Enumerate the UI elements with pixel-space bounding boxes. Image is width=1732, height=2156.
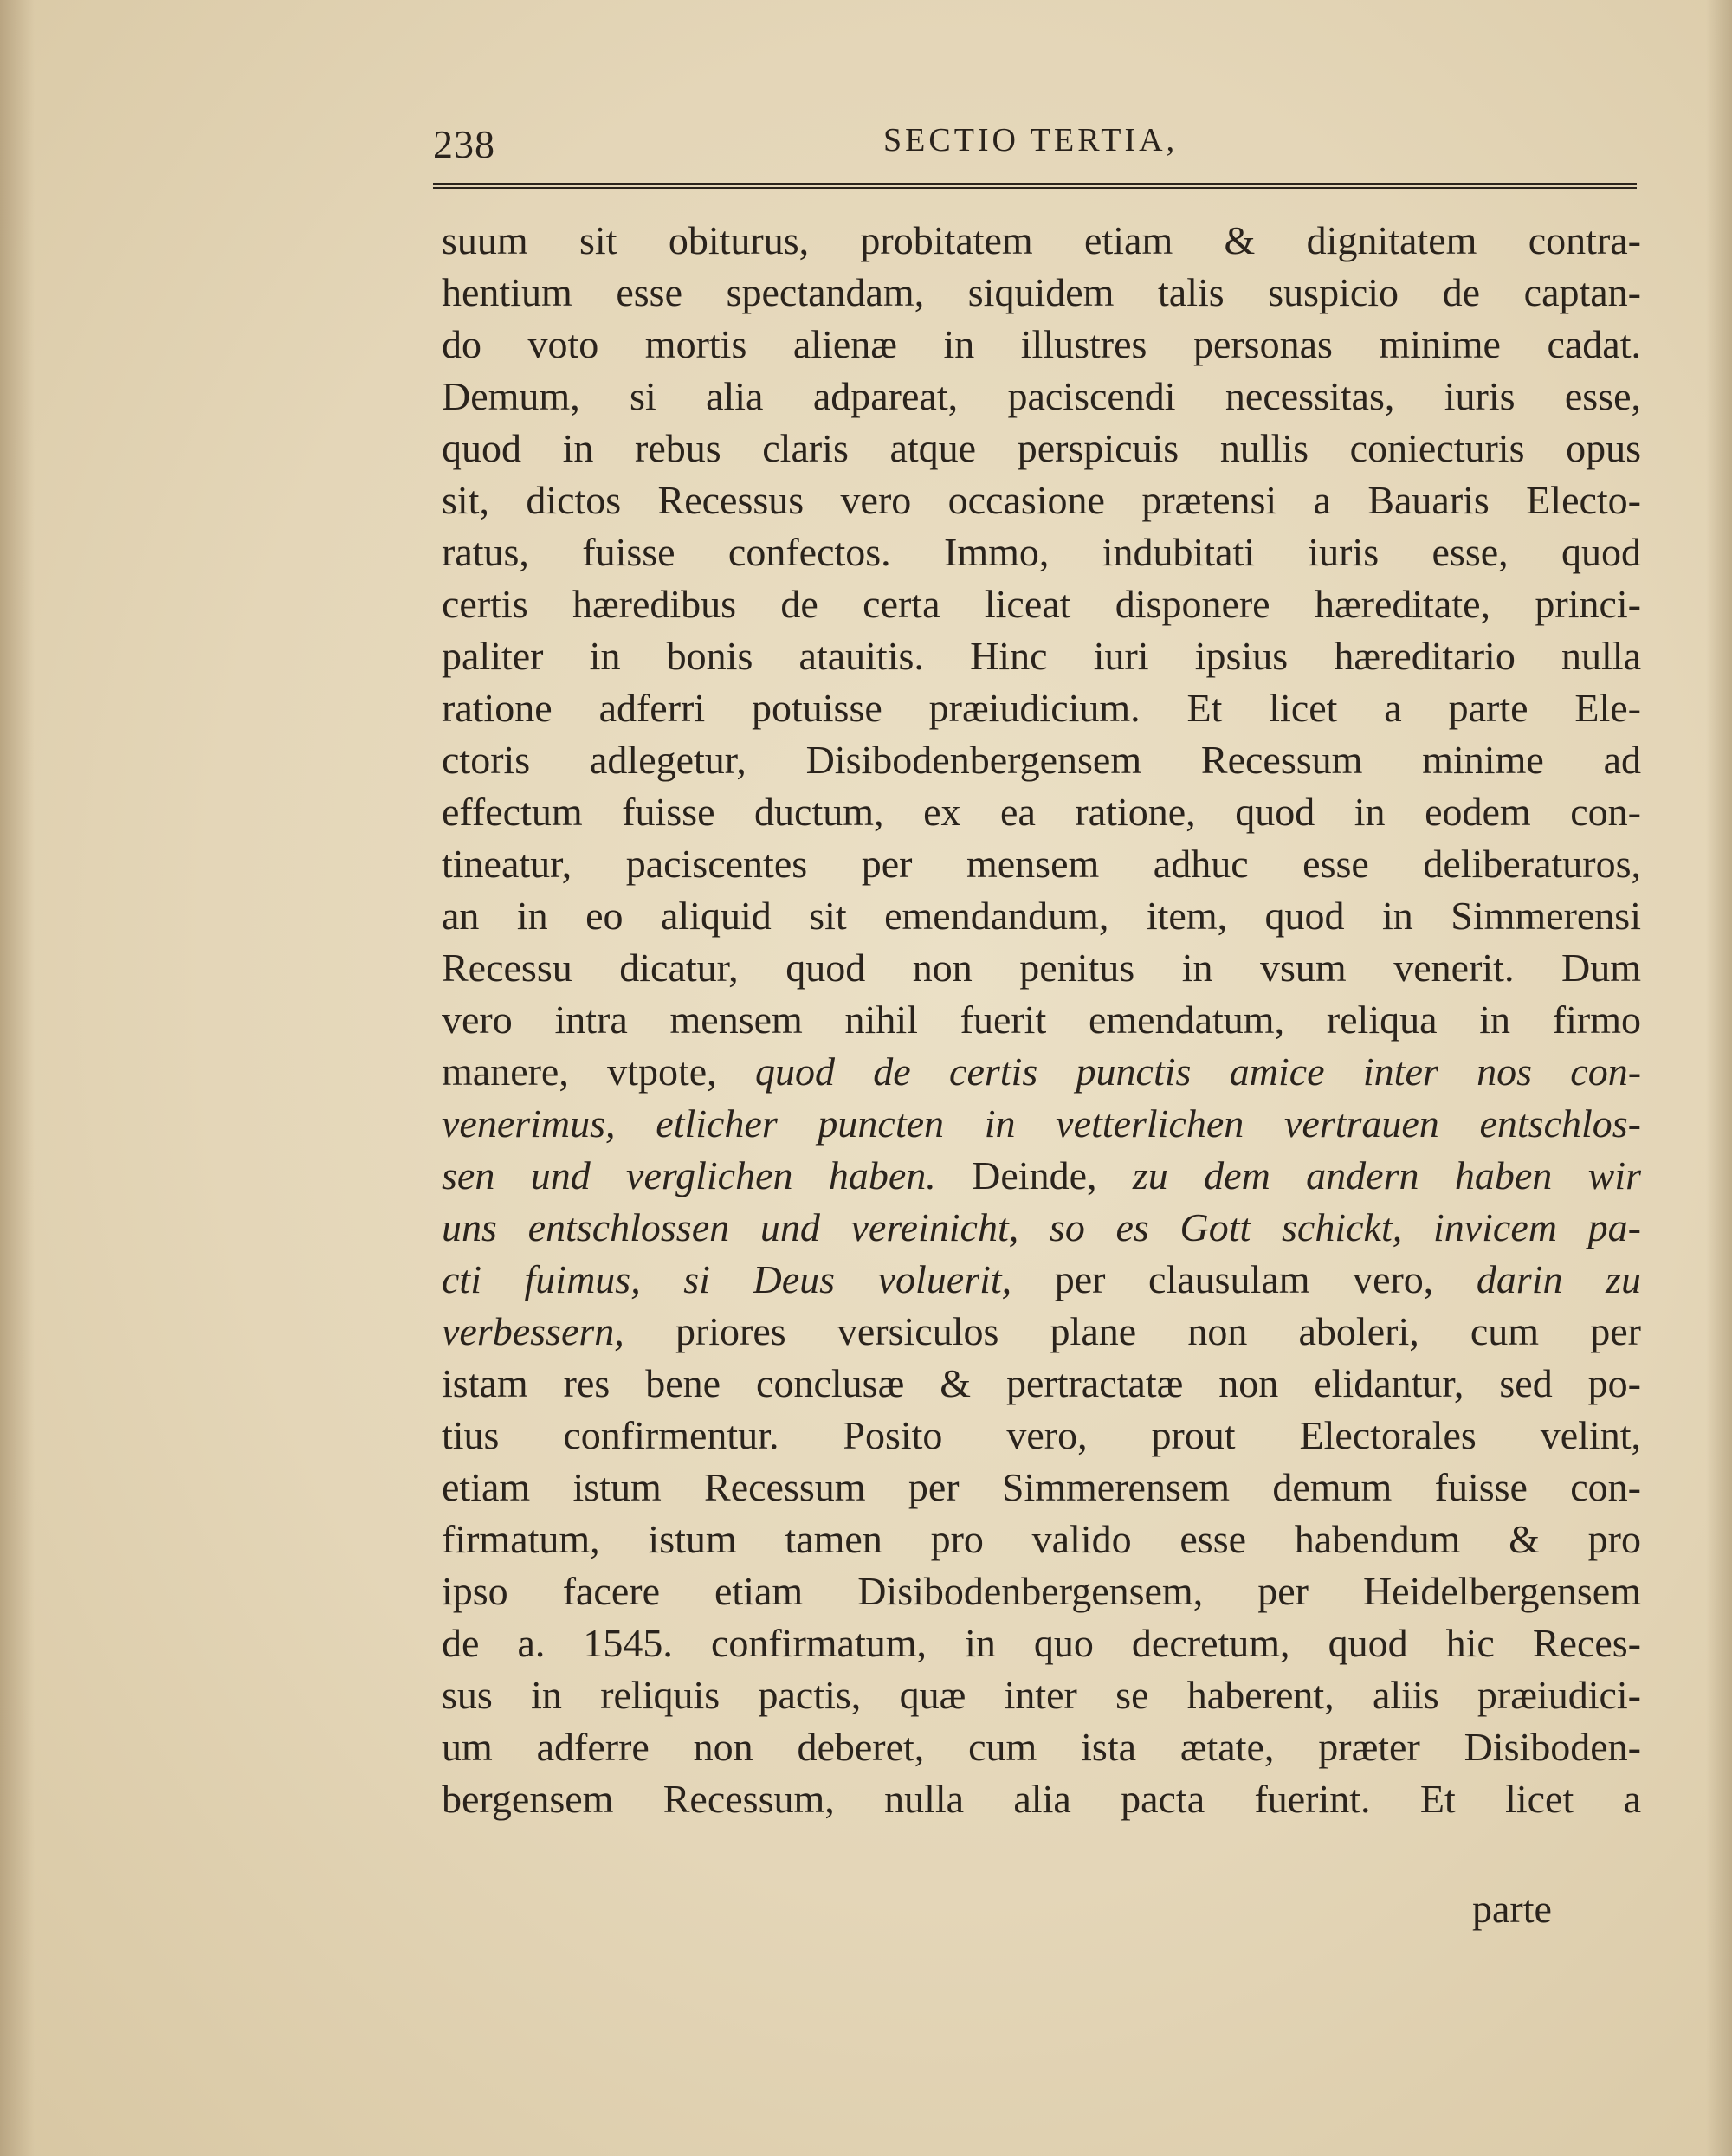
running-head: SECTIO TERTIA,: [883, 122, 1179, 158]
header-rule: [433, 183, 1637, 189]
text-line: [442, 1150, 1641, 1202]
text-line: etiam istum Recessum per Simmerensem demum fuisse con-: [442, 1465, 1641, 1509]
text-line: tineatur, paciscentes per mensem adhuc esse deliberaturos,: [442, 842, 1641, 886]
text-italic-german: verbessern,: [442, 1309, 624, 1353]
text-line: quod in rebus claris atque perspicuis nullis coniecturis opus: [442, 426, 1641, 470]
text-italic-quote: quod de certis punctis amice inter nos con-: [754, 1049, 1641, 1094]
text-line: paliter in bonis atauitis. Hinc iuri ipsius hæreditario nulla: [442, 634, 1641, 678]
text-line: ipso facere etiam Disibodenbergensem, per Heidelbergensem: [442, 1569, 1641, 1613]
text-italic-german: darin zu: [1476, 1257, 1641, 1301]
page-edge-shadow-left: [0, 0, 35, 2156]
text-line: [442, 1046, 1641, 1098]
text-roman: per clausulam vero,: [1054, 1257, 1434, 1301]
text-line: de a. 1545. confirmatum, in quo decretum, quod hic Reces-: [442, 1621, 1641, 1665]
text-italic-latin: cti fuimus, si Deus voluerit,: [442, 1257, 1012, 1301]
body-text: [442, 215, 1641, 1825]
text-line: sit, dictos Recessus vero occasione prætensi a Bauaris Electo-: [442, 478, 1641, 522]
text-italic-german: zu dem andern haben wir: [1132, 1153, 1641, 1197]
text-line: [442, 1098, 1641, 1150]
text-line: tius confirmentur. Posito vero, prout Electorales velint,: [442, 1413, 1641, 1457]
text-italic-german: sen und verglichen haben.: [442, 1153, 936, 1197]
text-italic-german: etlicher puncten in vetterlichen vertrauen entschlos-: [656, 1101, 1641, 1146]
text-line: istam res bene conclusæ & pertractatæ non elidantur, sed po-: [442, 1361, 1641, 1405]
text-line: ctoris adlegetur, Disibodenbergensem Recessum minime ad: [442, 738, 1641, 782]
text-line: sus in reliquis pactis, quæ inter se haberent, aliis præiudici-: [442, 1673, 1641, 1717]
catchword: parte: [1472, 1887, 1552, 1931]
text-line: do voto mortis alienæ in illustres personas minime cadat.: [442, 322, 1641, 366]
page-edge-shadow-right: [1706, 0, 1732, 2156]
text-line: vero intra mensem nihil fuerit emendatum, reliqua in firmo: [442, 997, 1641, 1042]
text-italic-german: uns entschlossen und vereinicht, so es Gott schickt,: [442, 1205, 1403, 1249]
text-line: ratione adferri potuisse præiudicium. Et licet a parte Ele-: [442, 686, 1641, 730]
text-italic-latin: invicem pa-: [1432, 1205, 1641, 1249]
text-line: hentium esse spectandam, siquidem talis suspicio de captan-: [442, 270, 1641, 314]
text-line: certis hæredibus de certa liceat disponere hæreditate, princi-: [442, 582, 1641, 626]
text-line: Recessu dicatur, quod non penitus in vsum venerit. Dum: [442, 946, 1641, 990]
page-number: 238: [433, 122, 495, 166]
text-roman: Deinde,: [972, 1153, 1097, 1197]
text-line: Demum, si alia adpareat, paciscendi necessitas, iuris esse,: [442, 374, 1641, 418]
text-line: firmatum, istum tamen pro valido esse habendum & pro: [442, 1517, 1641, 1561]
page-header: [433, 121, 1637, 173]
text-line: suum sit obiturus, probitatem etiam & dignitatem contra-: [442, 218, 1641, 262]
text-line: um adferre non deberet, cum ista ætate, præter Disiboden-: [442, 1725, 1641, 1769]
text-roman: priores versiculos plane non aboleri, cum per: [675, 1309, 1641, 1353]
text-line: effectum fuisse ductum, ex ea ratione, quod in eodem con-: [442, 790, 1641, 834]
text-line: [442, 1202, 1641, 1254]
text-line: [442, 1306, 1641, 1358]
text-line: an in eo aliquid sit emendandum, item, quod in Simmerensi: [442, 894, 1641, 938]
text-roman: manere, vtpote,: [442, 1049, 717, 1094]
text-line: [442, 1254, 1641, 1306]
text-italic-quote: venerimus,: [442, 1101, 616, 1146]
text-line: bergensem Recessum, nulla alia pacta fuerint. Et licet a: [442, 1777, 1641, 1821]
text-line: ratus, fuisse confectos. Immo, indubitati iuris esse, quod: [442, 530, 1641, 574]
